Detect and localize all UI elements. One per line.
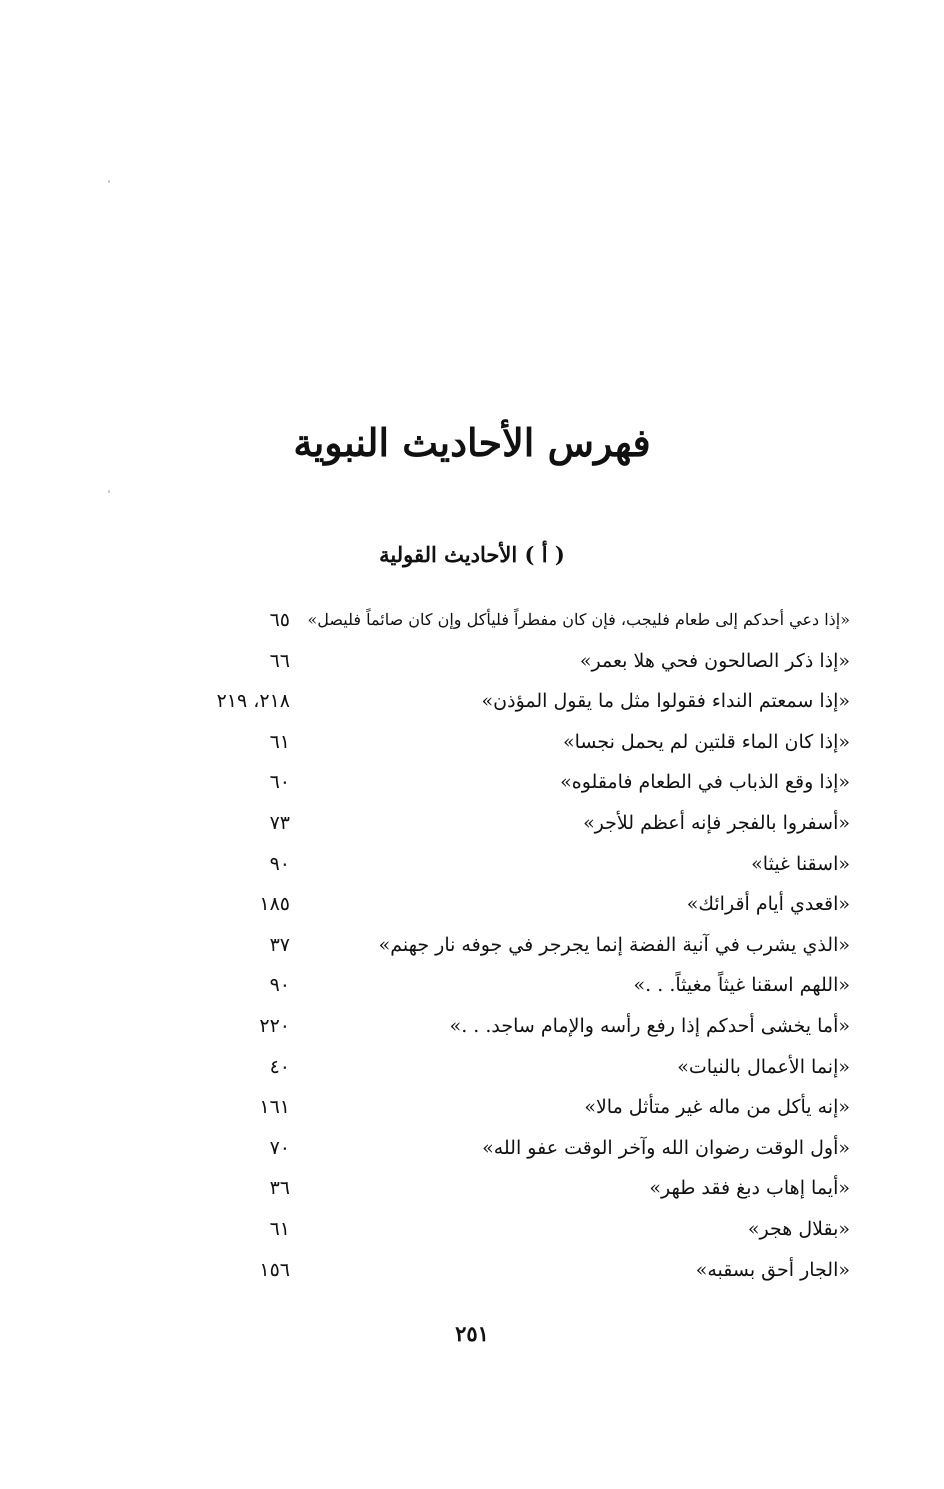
page-reference: ٣٦ [269, 1177, 290, 1200]
page-reference: ٢١٨، ٢١٩ [216, 690, 290, 713]
page-reference: ٦١ [269, 730, 290, 753]
hadith-text: «الجار أحق بسقبه» [695, 1258, 850, 1281]
scan-margin-mark [108, 490, 110, 493]
page-reference: ٣٧ [269, 933, 290, 956]
index-entry [150, 1006, 850, 1047]
hadith-text: «إذا كان الماء قلتين لم يحمل نجسا» [562, 730, 850, 753]
scan-margin-mark [108, 180, 110, 183]
index-entry [150, 844, 850, 885]
page-reference: ١٨٥ [259, 893, 290, 916]
hadith-text: «اللهم اسقنا غيثاً مغيثاً. . .» [633, 974, 850, 997]
index-entry [150, 1250, 850, 1291]
page-reference: ٦١ [269, 1217, 290, 1240]
page-reference: ٦٥ [269, 609, 290, 631]
index-entry [150, 681, 850, 722]
index-entry [150, 722, 850, 763]
index-entry [150, 1047, 850, 1088]
index-entry [150, 803, 850, 844]
page-reference: ٧٠ [269, 1136, 290, 1159]
hadith-text: «أما يخشى أحدكم إذا رفع رأسه والإمام ساجد. . .» [449, 1014, 850, 1037]
page-reference: ٦٦ [269, 649, 290, 672]
page-title: فهرس الأحاديث النبوية [293, 420, 651, 466]
index-entry [150, 925, 850, 966]
index-entry [150, 1209, 850, 1250]
hadith-text: «اسقنا غيثا» [751, 852, 850, 875]
index-entry [150, 884, 850, 925]
page-reference: ٧٣ [269, 811, 290, 834]
index-entry [150, 1087, 850, 1128]
hadith-text: «إذا وقع الذباب في الطعام فامقلوه» [560, 771, 850, 794]
page-reference: ٦٠ [269, 771, 290, 794]
index-entry [150, 1168, 850, 1209]
index-entry [150, 1128, 850, 1169]
index-entry [150, 641, 850, 682]
hadith-text: «أيما إهاب دبغ فقد طهر» [649, 1177, 850, 1200]
page-number: ٢٥١ [455, 1321, 489, 1346]
hadith-text: «الذي يشرب في آنية الفضة إنما يجرجر في جوفه نار جهنم» [378, 933, 850, 956]
hadith-text: «إنه يأكل من ماله غير متأثل مالا» [584, 1096, 850, 1119]
hadith-text: «أسفروا بالفجر فإنه أعظم للأجر» [583, 811, 850, 834]
page-reference: ٤٠ [269, 1055, 290, 1078]
index-entry [150, 762, 850, 803]
page-reference: ٢٢٠ [259, 1014, 290, 1037]
hadith-text: «اقعدي أيام أقرائك» [686, 893, 850, 916]
page-reference: ٩٠ [269, 974, 290, 997]
index-entry [150, 965, 850, 1006]
page-reference: ٩٠ [269, 852, 290, 875]
hadith-text: «إنما الأعمال بالنيات» [677, 1055, 850, 1078]
page-reference: ١٦١ [259, 1096, 290, 1119]
hadith-text: «بقلال هجر» [747, 1217, 850, 1240]
hadith-text: «أول الوقت رضوان الله وآخر الوقت عفو الله» [482, 1136, 850, 1159]
index-entry [150, 600, 850, 641]
hadith-text: «إذا ذكر الصالحون فحي هلا بعمر» [579, 649, 850, 672]
section-title: ( أ ) الأحاديث القولية [379, 542, 565, 568]
hadith-text: «إذا دعي أحدكم إلى طعام فليجب، فإن كان مفطراً فليأكل وإن كان صائماً فليصل» [307, 610, 850, 629]
hadith-text: «إذا سمعتم النداء فقولوا مثل ما يقول المؤذن» [481, 690, 850, 713]
page-reference: ١٥٦ [259, 1258, 290, 1281]
hadith-index-list [150, 600, 850, 1290]
